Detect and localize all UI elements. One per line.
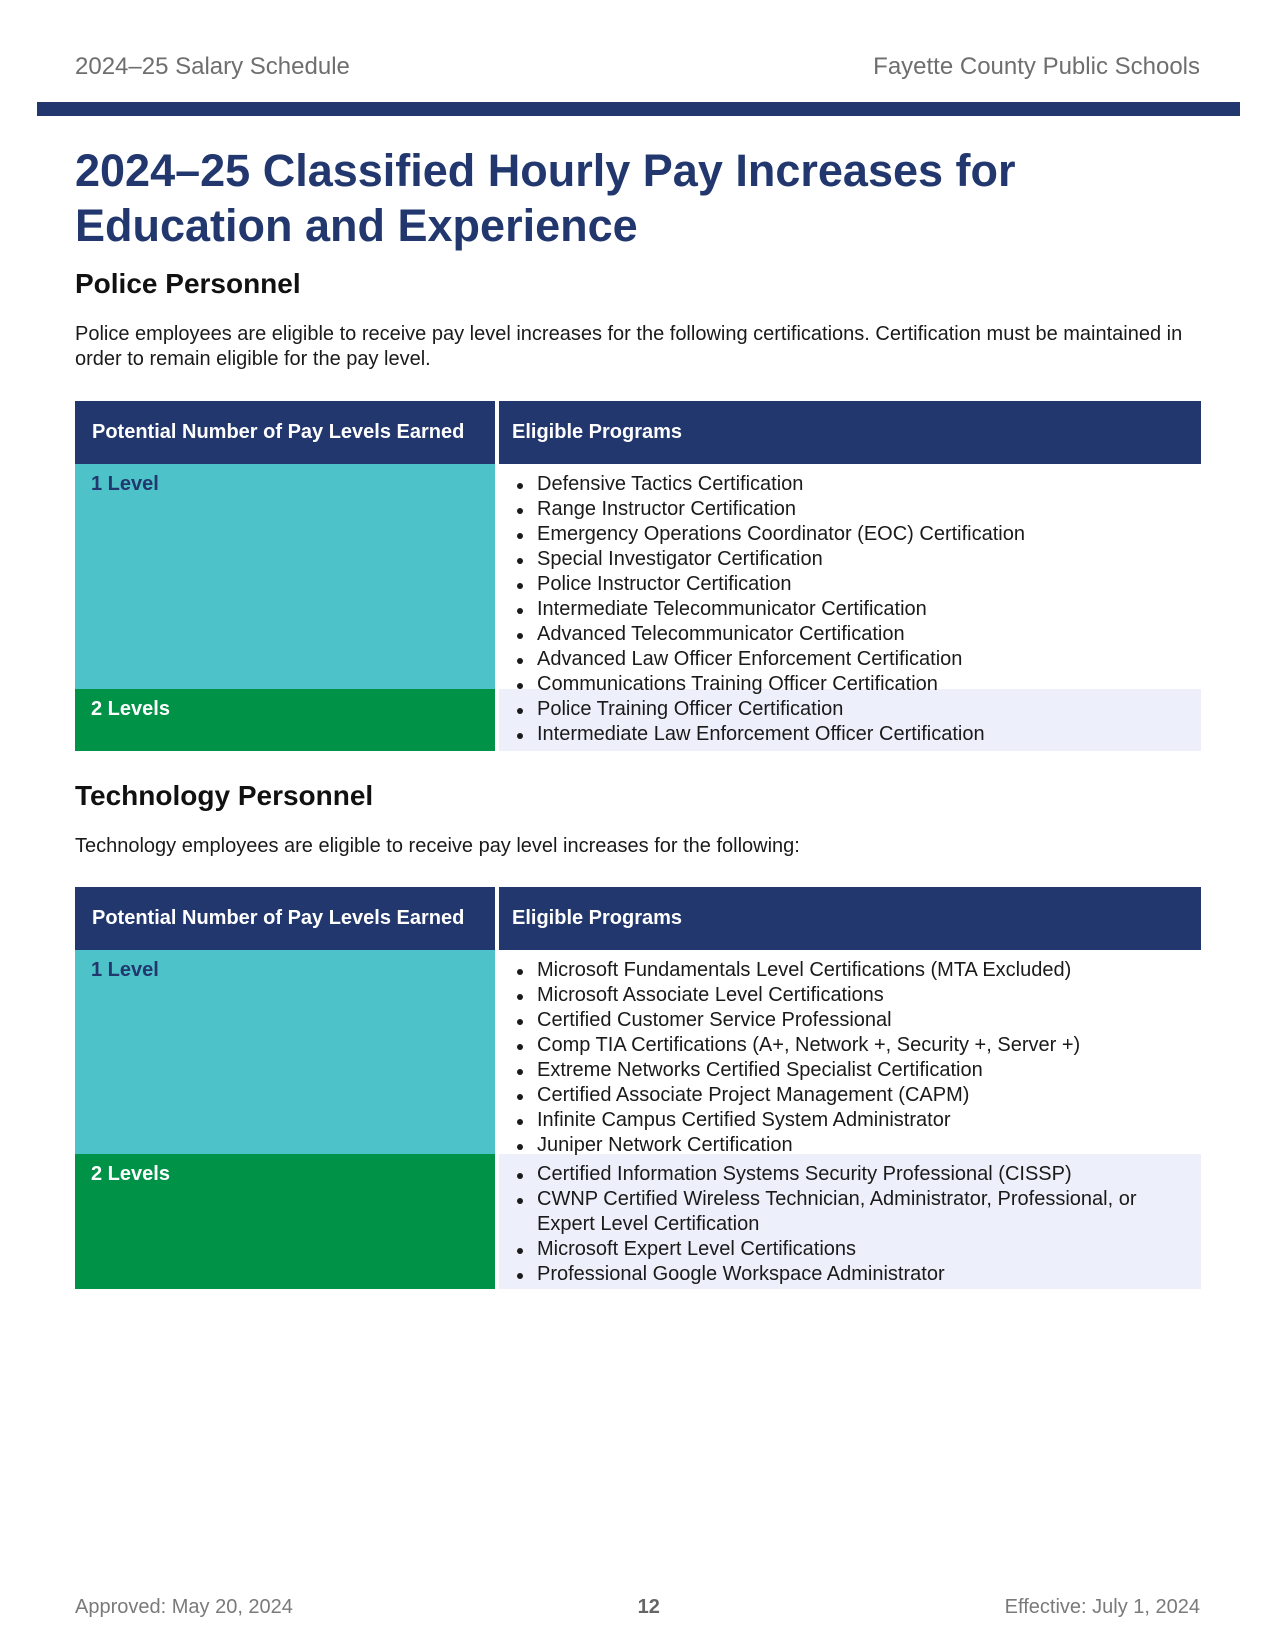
program-item: Certified Customer Service Professional (499, 1008, 1181, 1033)
pay-level-cell: 2 Levels (75, 689, 495, 751)
program-item: Special Investigator Certification (499, 547, 1181, 572)
page-header (75, 50, 1200, 84)
police-intro: Police employees are eligible to receive pay level increases for the following certifications. Certification must be maintained in order to remain eligible for the pay level. (75, 323, 1183, 370)
technology-heading: Technology Personnel (75, 780, 374, 811)
programs-cell (499, 464, 1201, 695)
programs-cell (499, 1154, 1201, 1289)
program-item: Range Instructor Certification (499, 497, 1181, 522)
technology-intro: Technology employees are eligible to receive pay level increases for the following: (75, 835, 800, 857)
program-item: Advanced Telecommunicator Certification (499, 622, 1181, 647)
program-list (499, 1162, 1181, 1287)
page-number: 12 (637, 1595, 660, 1618)
police-heading: Police Personnel (75, 268, 301, 299)
program-item: Communications Training Officer Certification (499, 672, 1181, 697)
page-footer (75, 1592, 1200, 1622)
program-item: Microsoft Fundamentals Level Certifications (MTA Excluded) (499, 958, 1181, 983)
approved-date: Approved: May 20, 2024 (75, 1595, 293, 1618)
program-item: Intermediate Law Enforcement Officer Certification (499, 722, 1181, 747)
technology-table-header (75, 887, 1201, 950)
pay-level-cell: 2 Levels (75, 1154, 495, 1289)
program-list (499, 958, 1181, 1158)
organization-name: Fayette County Public Schools (873, 53, 1200, 80)
program-item: Certified Information Systems Security Professional (CISSP) (499, 1162, 1181, 1187)
col-pay-levels-header: Potential Number of Pay Levels Earned (75, 887, 495, 950)
program-item: Microsoft Associate Level Certifications (499, 983, 1181, 1008)
program-item: CWNP Certified Wireless Technician, Administrator, Professional, or Expert Level Certification (499, 1187, 1181, 1237)
pay-level-cell: 1 Level (75, 950, 495, 1154)
col-pay-levels-header: Potential Number of Pay Levels Earned (75, 401, 495, 464)
program-item: Police Instructor Certification (499, 572, 1181, 597)
program-item: Microsoft Expert Level Certifications (499, 1237, 1181, 1262)
effective-date: Effective: July 1, 2024 (1004, 1595, 1200, 1618)
program-item: Certified Associate Project Management (CAPM) (499, 1083, 1181, 1108)
schedule-title: 2024–25 Salary Schedule (75, 53, 350, 80)
program-list (499, 697, 1181, 747)
programs-cell (499, 950, 1201, 1154)
program-item: Professional Google Workspace Administrator (499, 1262, 1181, 1287)
program-item: Emergency Operations Coordinator (EOC) Certification (499, 522, 1181, 547)
program-item: Infinite Campus Certified System Administrator (499, 1108, 1181, 1133)
col-programs-header: Eligible Programs (499, 401, 1201, 464)
table-row (75, 950, 1201, 1154)
technology-table (75, 887, 1201, 1289)
program-item: Police Training Officer Certification (499, 697, 1181, 722)
police-table-header (75, 401, 1201, 464)
page-title: 2024–25 Classified Hourly Pay Increases for Education and Experience (75, 145, 1016, 251)
program-item: Extreme Networks Certified Specialist Certification (499, 1058, 1181, 1083)
col-programs-header: Eligible Programs (499, 887, 1201, 950)
header-rule (37, 102, 1240, 116)
table-row (75, 1154, 1201, 1289)
table-row (75, 689, 1201, 751)
program-item: Intermediate Telecommunicator Certification (499, 597, 1181, 622)
police-table (75, 401, 1201, 751)
program-item: Advanced Law Officer Enforcement Certification (499, 647, 1181, 672)
program-item: Defensive Tactics Certification (499, 472, 1181, 497)
table-row (75, 464, 1201, 695)
programs-cell (499, 689, 1201, 751)
program-item: Juniper Network Certification (499, 1133, 1181, 1158)
program-list (499, 472, 1181, 697)
pay-level-cell: 1 Level (75, 464, 495, 689)
program-item: Comp TIA Certifications (A+, Network +, Security +, Server +) (499, 1033, 1181, 1058)
